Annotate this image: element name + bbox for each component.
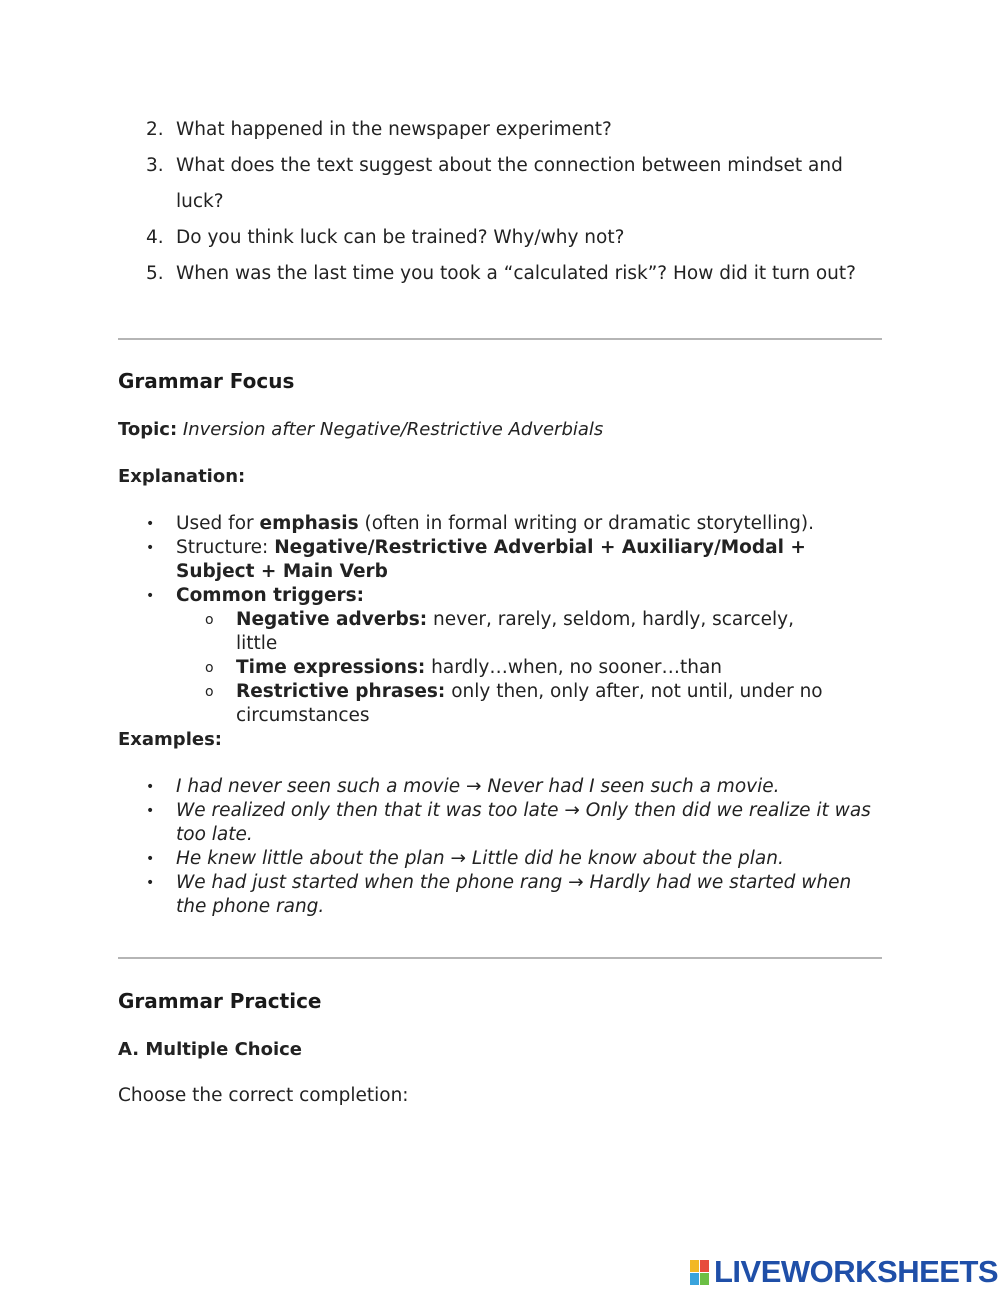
sub-list-item: [0, 680, 836, 728]
bullet-icon: •: [146, 588, 155, 604]
question-text: Do you think luck can be trained? Why/why not?: [176, 227, 625, 248]
bullet-icon: •: [146, 803, 155, 819]
text: Structure:: [176, 537, 275, 558]
liveworksheets-logo: [690, 1252, 999, 1292]
example-text: I had never seen such a movie → Never had I seen such a movie.: [176, 776, 780, 797]
topic-label: Topic:: [118, 419, 178, 440]
circle-bullet-icon: o: [205, 660, 214, 676]
instruction-text: Choose the correct completion:: [118, 1085, 409, 1106]
text-bold: emphasis: [259, 513, 359, 534]
list-item: [0, 512, 876, 536]
list-item: [0, 584, 876, 608]
question-item: [0, 112, 876, 148]
list-item: [0, 536, 876, 584]
question-item: [0, 148, 876, 220]
question-number: 2.: [146, 119, 164, 140]
grammar-practice-heading: Grammar Practice: [118, 989, 322, 1013]
question-list: [0, 112, 1000, 292]
trigger-label: Restrictive phrases:: [236, 681, 446, 702]
examples-label: Examples:: [118, 729, 222, 750]
example-item: [0, 799, 876, 847]
sub-list-item: [0, 608, 836, 656]
example-item: [0, 775, 876, 799]
explanation-list: [0, 512, 1000, 728]
text-bold: Common triggers:: [176, 585, 365, 606]
bullet-icon: •: [146, 540, 155, 556]
bullet-icon: •: [146, 516, 155, 532]
question-item: [0, 256, 876, 292]
trigger-label: Time expressions:: [236, 657, 426, 678]
section-divider: [118, 957, 882, 959]
example-text: He knew little about the plan → Little did he know about the plan.: [176, 848, 784, 869]
question-number: 5.: [146, 263, 164, 284]
circle-bullet-icon: o: [205, 612, 214, 628]
example-text: We had just started when the phone rang → Hardly had we started when the phone rang.: [176, 872, 852, 917]
text: (often in formal writing or dramatic storytelling).: [358, 513, 814, 534]
question-item: [0, 220, 876, 256]
circle-bullet-icon: o: [205, 684, 214, 700]
explanation-label: Explanation:: [118, 466, 246, 487]
trigger-text: only then, only after, not until, under no circumstances: [236, 681, 823, 726]
topic-value: Inversion after Negative/Restrictive Adverbials: [182, 419, 604, 440]
multiple-choice-subheading: A. Multiple Choice: [118, 1039, 303, 1060]
trigger-text: hardly…when, no sooner…than: [425, 657, 723, 678]
question-text: What does the text suggest about the connection between mindset and luck?: [176, 155, 843, 212]
grammar-focus-heading: Grammar Focus: [118, 369, 295, 393]
question-number: 4.: [146, 227, 164, 248]
text: Used for: [176, 513, 260, 534]
topic-line: [118, 419, 603, 440]
question-text: When was the last time you took a “calculated risk”? How did it turn out?: [176, 263, 856, 284]
example-text: We realized only then that it was too late → Only then did we realize it was too late.: [176, 800, 871, 845]
bullet-icon: •: [146, 875, 155, 891]
example-item: [0, 871, 876, 919]
question-number: 3.: [146, 155, 164, 176]
logo-blocks-icon: [690, 1260, 710, 1286]
section-divider: [118, 338, 882, 340]
example-item: [0, 847, 876, 871]
question-text: What happened in the newspaper experiment?: [176, 119, 612, 140]
examples-list: [0, 775, 1000, 919]
bullet-icon: •: [146, 779, 155, 795]
text-bold: Negative/Restrictive Adverbial + Auxiliary/Modal + Subject + Main Verb: [176, 537, 806, 582]
sub-list-item: [0, 656, 836, 680]
trigger-text: never, rarely, seldom, hardly, scarcely, little: [236, 609, 794, 654]
trigger-label: Negative adverbs:: [236, 609, 428, 630]
bullet-icon: •: [146, 851, 155, 867]
logo-text: LIVEWORKSHEETS: [714, 1254, 999, 1289]
